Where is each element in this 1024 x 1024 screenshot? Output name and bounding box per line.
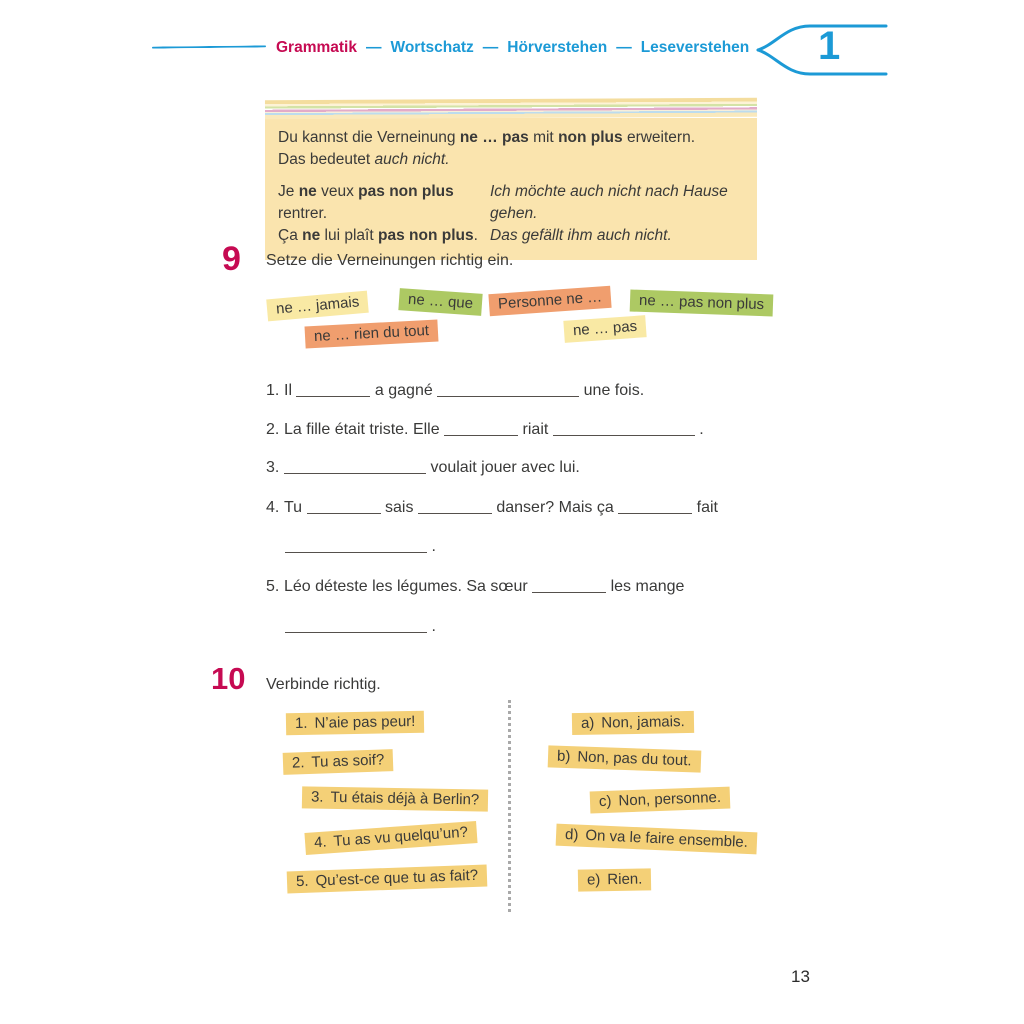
nav-separator: —: [365, 39, 382, 56]
blank-field: [285, 538, 427, 553]
match-left-item-1: 1. N’aie pas peur!: [286, 711, 425, 735]
match-left-item-2: 2. Tu as soif?: [283, 749, 394, 775]
infobox-body: [265, 118, 757, 260]
match-right-item-c: c) Non, personne.: [590, 787, 731, 814]
blank-field: [618, 499, 692, 514]
fill-in-sentence-1: 1. Il a gagné une fois.: [266, 382, 645, 399]
exercise-9-instruction: Setze die Verneinungen richtig ein.: [266, 252, 514, 269]
match-left-item-4: 4. Tu as vu quelqu’un?: [304, 821, 477, 855]
fill-in-sentence-4-continuation: .: [285, 538, 436, 556]
matching-divider-dotted-line: [508, 700, 511, 912]
tab-leseverstehen: Leseverstehen: [640, 39, 750, 56]
exercise-9-number: 9: [222, 240, 241, 278]
fill-in-sentence-3: 3. voulait jouer avec lui.: [266, 459, 580, 476]
blank-field: [296, 382, 370, 397]
blank-field: [444, 421, 518, 436]
word-tile-ne-que: ne … que: [398, 288, 482, 316]
blank-field: [553, 421, 695, 436]
nav-separator: —: [482, 39, 499, 56]
header-nav: [276, 39, 749, 57]
example-german-2: Das gefällt ihm auch nicht.: [490, 226, 672, 244]
tab-hoerverstehen: Hörverstehen: [507, 39, 608, 56]
blank-field: [285, 618, 427, 633]
example-row-1: [278, 181, 744, 224]
blank-field: [437, 382, 579, 397]
example-row-2: [278, 225, 744, 247]
word-tile-ne-pas-non-plus: ne … pas non plus: [630, 290, 774, 317]
fill-in-sentence-5: 5. Léo déteste les légumes. Sa sœur les mange: [266, 578, 685, 595]
blank-field: [532, 578, 606, 593]
tab-wortschatz: Wortschatz: [390, 39, 474, 56]
example-french-2: Ça ne lui plaît pas non plus.: [278, 226, 478, 244]
exercise-10-number: 10: [211, 661, 246, 696]
word-tile-personne-ne: Personne ne …: [488, 286, 611, 316]
match-left-item-3: 3. Tu étais déjà à Berlin?: [302, 786, 489, 811]
tab-grammatik: Grammatik: [276, 39, 357, 56]
chapter-number: 1: [818, 24, 841, 68]
nav-separator: —: [616, 39, 632, 56]
fill-in-sentence-5-continuation: .: [285, 618, 436, 636]
exercise-10-instruction: Verbinde richtig.: [266, 676, 381, 693]
infobox-examples: [278, 181, 744, 246]
fill-in-sentence-4: 4. Tu sais danser? Mais ça fait: [266, 499, 718, 516]
fill-in-sentence-2: 2. La fille était triste. Elle riait .: [266, 421, 704, 438]
blank-field: [284, 459, 426, 474]
word-tile-ne-rien-du-tout: ne … rien du tout: [305, 320, 439, 349]
match-left-item-5: 5. Qu’est-ce que tu as fait?: [287, 865, 488, 894]
match-right-item-b: b) Non, pas du tout.: [548, 745, 701, 772]
example-french-1: Je ne veux pas non plus rentrer.: [278, 183, 454, 223]
word-tile-ne-jamais: ne … jamais: [266, 291, 369, 322]
word-tile-ne-pas: ne … pas: [563, 315, 647, 343]
infobox-rule-line1: Du kannst die Verneinung ne … pas mit non plus erweitern.: [278, 129, 696, 146]
infobox-stripe-decoration: [265, 98, 757, 120]
match-right-item-d: d) On va le faire ensemble.: [556, 824, 758, 855]
blank-field: [418, 499, 492, 514]
header-rule-line: [152, 45, 266, 48]
blank-field: [307, 499, 381, 514]
match-right-item-a: a) Non, jamais.: [572, 711, 694, 735]
infobox-rule-line2: Das bedeutet auch nicht.: [278, 150, 450, 168]
page-number: 13: [791, 967, 810, 986]
grammar-infobox: [265, 99, 757, 260]
match-right-item-e: e) Rien.: [578, 868, 652, 891]
example-german-1: Ich möchte auch nicht nach Hause gehen.: [490, 183, 728, 223]
